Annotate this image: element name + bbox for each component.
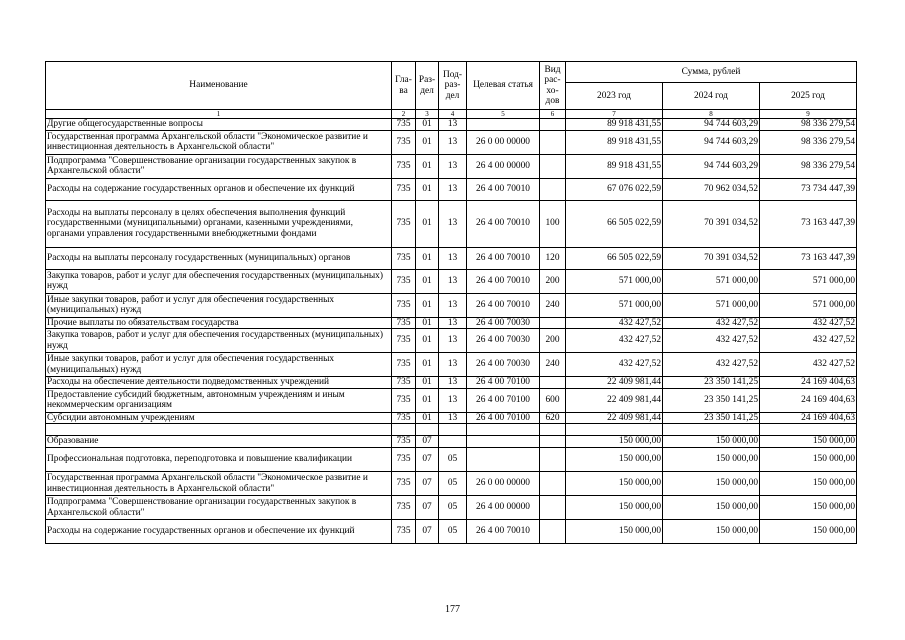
row-sum-2025: 98 336 279,54	[760, 130, 857, 154]
row-sum-2025: 432 427,52	[760, 317, 857, 329]
row-sum-2024: 432 427,52	[663, 353, 760, 377]
table-row	[46, 154, 857, 178]
row-vid	[540, 130, 566, 154]
table-row	[46, 130, 857, 154]
row-sum-2025: 150 000,00	[760, 472, 857, 496]
table-row	[46, 388, 857, 412]
header-glava: Гла-ва	[392, 62, 416, 110]
row-target	[467, 424, 540, 436]
row-sum-2025: 571 000,00	[760, 293, 857, 317]
row-podrazdel: 13	[439, 247, 467, 269]
row-sum-2025: 24 169 404,63	[760, 377, 857, 389]
column-numbers-row	[46, 110, 857, 119]
row-name: Расходы на выплаты персоналу государственных (муниципальных) органов	[46, 247, 392, 269]
row-sum-2025	[760, 424, 857, 436]
row-razdel: 01	[416, 329, 439, 353]
row-razdel	[416, 424, 439, 436]
row-sum-2024: 23 350 141,25	[663, 412, 760, 424]
row-sum-2025: 98 336 279,54	[760, 154, 857, 178]
row-sum-2023: 150 000,00	[566, 436, 663, 448]
row-vid: 620	[540, 412, 566, 424]
row-sum-2024: 571 000,00	[663, 269, 760, 293]
row-razdel: 01	[416, 353, 439, 377]
row-target: 26 4 00 70010	[467, 293, 540, 317]
row-sum-2024: 23 350 141,25	[663, 377, 760, 389]
row-glava: 735	[392, 130, 416, 154]
row-sum-2025: 73 163 447,39	[760, 247, 857, 269]
row-razdel: 01	[416, 119, 439, 131]
row-name: Расходы на выплаты персоналу в целях обеспечения выполнения функций государственными (муниципальными) органами, казенными учреждениями, органами управления государственными внебюджетными фондами	[46, 200, 392, 247]
col-num: 4	[439, 110, 467, 119]
table-row	[46, 436, 857, 448]
row-sum-2024: 70 391 034,52	[663, 200, 760, 247]
row-name: Иные закупки товаров, работ и услуг для обеспечения государственных (муниципальных) нужд	[46, 353, 392, 377]
row-target: 26 4 00 70030	[467, 329, 540, 353]
row-name: Расходы на содержание государственных органов и обеспечение их функций	[46, 520, 392, 544]
table-row	[46, 496, 857, 520]
row-razdel: 01	[416, 317, 439, 329]
row-vid: 200	[540, 269, 566, 293]
row-sum-2023: 150 000,00	[566, 472, 663, 496]
row-razdel: 07	[416, 496, 439, 520]
row-sum-2025: 24 169 404,63	[760, 388, 857, 412]
table-row	[46, 200, 857, 247]
header-vid: Вид рас-хо-дов	[540, 62, 566, 110]
row-glava: 735	[392, 200, 416, 247]
row-sum-2024: 70 962 034,52	[663, 178, 760, 200]
row-vid	[540, 377, 566, 389]
table-row	[46, 377, 857, 389]
row-target	[467, 119, 540, 131]
row-target: 26 4 00 70010	[467, 200, 540, 247]
row-podrazdel: 13	[439, 293, 467, 317]
col-num: 7	[566, 110, 663, 119]
row-vid	[540, 317, 566, 329]
row-sum-2023: 150 000,00	[566, 496, 663, 520]
row-podrazdel: 13	[439, 130, 467, 154]
row-target	[467, 436, 540, 448]
row-razdel: 01	[416, 388, 439, 412]
row-razdel: 01	[416, 130, 439, 154]
row-vid	[540, 496, 566, 520]
row-sum-2023: 66 505 022,59	[566, 200, 663, 247]
header-podrazdel: Под-раз-дел	[439, 62, 467, 110]
row-name: Образование	[46, 436, 392, 448]
header-2025: 2025 год	[760, 83, 857, 110]
row-name: Закупка товаров, работ и услуг для обеспечения государственных (муниципальных) нужд	[46, 269, 392, 293]
table-row	[46, 412, 857, 424]
row-vid	[540, 154, 566, 178]
row-sum-2025: 24 169 404,63	[760, 412, 857, 424]
row-sum-2023: 150 000,00	[566, 520, 663, 544]
row-name	[46, 424, 392, 436]
row-glava: 735	[392, 247, 416, 269]
row-sum-2024: 150 000,00	[663, 520, 760, 544]
row-sum-2023: 22 409 981,44	[566, 388, 663, 412]
row-sum-2023: 89 918 431,55	[566, 130, 663, 154]
row-vid	[540, 520, 566, 544]
row-name: Иные закупки товаров, работ и услуг для обеспечения государственных (муниципальных) нужд	[46, 293, 392, 317]
table-row	[46, 424, 857, 436]
row-sum-2024: 150 000,00	[663, 472, 760, 496]
row-razdel: 01	[416, 247, 439, 269]
row-razdel: 07	[416, 520, 439, 544]
row-razdel: 01	[416, 200, 439, 247]
row-vid	[540, 448, 566, 472]
row-razdel: 01	[416, 293, 439, 317]
row-sum-2023: 571 000,00	[566, 293, 663, 317]
row-name: Подпрограмма "Совершенствование организации государственных закупок в Архангельской области"	[46, 154, 392, 178]
row-sum-2025: 150 000,00	[760, 448, 857, 472]
row-podrazdel: 13	[439, 353, 467, 377]
row-podrazdel: 05	[439, 448, 467, 472]
row-target: 26 0 00 00000	[467, 130, 540, 154]
header-sum: Сумма, рублей	[566, 62, 857, 83]
row-sum-2025: 150 000,00	[760, 520, 857, 544]
table-row	[46, 119, 857, 131]
row-sum-2025: 432 427,52	[760, 353, 857, 377]
row-podrazdel: 13	[439, 154, 467, 178]
col-num: 8	[663, 110, 760, 119]
table-row	[46, 317, 857, 329]
row-razdel: 01	[416, 377, 439, 389]
row-razdel: 07	[416, 448, 439, 472]
row-sum-2023	[566, 424, 663, 436]
row-razdel: 01	[416, 412, 439, 424]
table-row	[46, 293, 857, 317]
row-target: 26 4 00 70010	[467, 269, 540, 293]
row-podrazdel: 13	[439, 178, 467, 200]
row-sum-2023: 67 076 022,59	[566, 178, 663, 200]
row-razdel: 01	[416, 269, 439, 293]
header-row	[46, 62, 857, 83]
row-glava: 735	[392, 353, 416, 377]
header-name: Наименование	[46, 62, 392, 110]
row-sum-2024: 150 000,00	[663, 496, 760, 520]
col-num: 6	[540, 110, 566, 119]
row-name: Закупка товаров, работ и услуг для обеспечения государственных (муниципальных) нужд	[46, 329, 392, 353]
row-sum-2025: 571 000,00	[760, 269, 857, 293]
table-row	[46, 520, 857, 544]
row-podrazdel: 05	[439, 496, 467, 520]
row-target: 26 4 00 70030	[467, 317, 540, 329]
row-glava: 735	[392, 119, 416, 131]
row-name: Прочие выплаты по обязательствам государства	[46, 317, 392, 329]
row-podrazdel: 13	[439, 388, 467, 412]
row-name: Подпрограмма "Совершенствование организации государственных закупок в Архангельской области"	[46, 496, 392, 520]
row-podrazdel: 13	[439, 412, 467, 424]
row-name: Государственная программа Архангельской области "Экономическое развитие и инвестиционная деятельность в Архангельской области"	[46, 472, 392, 496]
row-target: 26 4 00 70010	[467, 247, 540, 269]
row-glava: 735	[392, 436, 416, 448]
row-name: Расходы на обеспечение деятельности подведомственных учреждений	[46, 377, 392, 389]
row-target: 26 4 00 00000	[467, 154, 540, 178]
row-sum-2023: 432 427,52	[566, 317, 663, 329]
row-podrazdel: 05	[439, 520, 467, 544]
row-glava: 735	[392, 448, 416, 472]
col-num: 5	[467, 110, 540, 119]
table-row	[46, 353, 857, 377]
row-sum-2025: 432 427,52	[760, 329, 857, 353]
row-sum-2024: 150 000,00	[663, 448, 760, 472]
row-name: Субсидии автономным учреждениям	[46, 412, 392, 424]
table-row	[46, 472, 857, 496]
table-row	[46, 178, 857, 200]
row-target: 26 4 00 70010	[467, 520, 540, 544]
row-glava: 735	[392, 472, 416, 496]
table-row	[46, 329, 857, 353]
row-target	[467, 448, 540, 472]
col-num: 2	[392, 110, 416, 119]
row-sum-2023: 571 000,00	[566, 269, 663, 293]
header-2023: 2023 год	[566, 83, 663, 110]
row-sum-2023: 89 918 431,55	[566, 119, 663, 131]
row-sum-2023: 89 918 431,55	[566, 154, 663, 178]
row-sum-2023: 432 427,52	[566, 329, 663, 353]
page-number: 177	[445, 604, 460, 615]
row-podrazdel	[439, 436, 467, 448]
row-podrazdel	[439, 424, 467, 436]
row-razdel: 01	[416, 154, 439, 178]
row-vid	[540, 472, 566, 496]
row-target: 26 0 00 00000	[467, 472, 540, 496]
row-target: 26 4 00 70100	[467, 412, 540, 424]
row-sum-2023: 22 409 981,44	[566, 412, 663, 424]
row-sum-2023: 432 427,52	[566, 353, 663, 377]
row-name: Другие общегосударственные вопросы	[46, 119, 392, 131]
table-row	[46, 269, 857, 293]
row-target: 26 4 00 70010	[467, 178, 540, 200]
col-num: 3	[416, 110, 439, 119]
row-glava: 735	[392, 269, 416, 293]
row-glava	[392, 424, 416, 436]
row-sum-2024: 571 000,00	[663, 293, 760, 317]
row-glava: 735	[392, 293, 416, 317]
row-glava: 735	[392, 317, 416, 329]
col-num: 9	[760, 110, 857, 119]
row-vid: 600	[540, 388, 566, 412]
row-sum-2024: 432 427,52	[663, 317, 760, 329]
row-name: Предоставление субсидий бюджетным, автономным учреждениям и иным некоммерческим организациям	[46, 388, 392, 412]
row-glava: 735	[392, 520, 416, 544]
header-2024: 2024 год	[663, 83, 760, 110]
row-razdel: 01	[416, 178, 439, 200]
row-glava: 735	[392, 496, 416, 520]
row-sum-2023: 22 409 981,44	[566, 377, 663, 389]
row-target: 26 4 00 70100	[467, 388, 540, 412]
row-vid: 240	[540, 293, 566, 317]
budget-table	[45, 61, 857, 544]
row-glava: 735	[392, 329, 416, 353]
row-podrazdel: 13	[439, 119, 467, 131]
row-sum-2024	[663, 424, 760, 436]
row-glava: 735	[392, 412, 416, 424]
row-sum-2025: 150 000,00	[760, 496, 857, 520]
row-sum-2025: 73 163 447,39	[760, 200, 857, 247]
row-sum-2024: 94 744 603,29	[663, 154, 760, 178]
row-target: 26 4 00 00000	[467, 496, 540, 520]
header-razdel: Раз-дел	[416, 62, 439, 110]
col-num: 1	[46, 110, 392, 119]
row-name: Государственная программа Архангельской области "Экономическое развитие и инвестиционная деятельность в Архангельской области"	[46, 130, 392, 154]
row-sum-2024: 432 427,52	[663, 329, 760, 353]
row-sum-2025: 150 000,00	[760, 436, 857, 448]
row-glava: 735	[392, 377, 416, 389]
row-sum-2024: 70 391 034,52	[663, 247, 760, 269]
row-target: 26 4 00 70030	[467, 353, 540, 377]
row-vid: 240	[540, 353, 566, 377]
row-vid	[540, 424, 566, 436]
row-sum-2025: 73 734 447,39	[760, 178, 857, 200]
row-sum-2024: 94 744 603,29	[663, 119, 760, 131]
row-razdel: 07	[416, 436, 439, 448]
row-glava: 735	[392, 154, 416, 178]
row-sum-2024: 94 744 603,29	[663, 130, 760, 154]
row-vid	[540, 436, 566, 448]
row-vid: 120	[540, 247, 566, 269]
row-glava: 735	[392, 178, 416, 200]
row-razdel: 07	[416, 472, 439, 496]
row-podrazdel: 05	[439, 472, 467, 496]
row-sum-2023: 150 000,00	[566, 448, 663, 472]
row-podrazdel: 13	[439, 269, 467, 293]
row-podrazdel: 13	[439, 329, 467, 353]
row-vid	[540, 178, 566, 200]
row-vid: 200	[540, 329, 566, 353]
row-sum-2025: 98 336 279,54	[760, 119, 857, 131]
row-vid	[540, 119, 566, 131]
row-podrazdel: 13	[439, 317, 467, 329]
row-glava: 735	[392, 388, 416, 412]
row-sum-2024: 150 000,00	[663, 436, 760, 448]
table-row	[46, 448, 857, 472]
header-target: Целевая статья	[467, 62, 540, 110]
row-sum-2024: 23 350 141,25	[663, 388, 760, 412]
table-row	[46, 247, 857, 269]
row-name: Расходы на содержание государственных органов и обеспечение их функций	[46, 178, 392, 200]
row-name: Профессиональная подготовка, переподготовка и повышение квалификации	[46, 448, 392, 472]
row-vid: 100	[540, 200, 566, 247]
row-target: 26 4 00 70100	[467, 377, 540, 389]
row-sum-2023: 66 505 022,59	[566, 247, 663, 269]
row-podrazdel: 13	[439, 200, 467, 247]
row-podrazdel: 13	[439, 377, 467, 389]
